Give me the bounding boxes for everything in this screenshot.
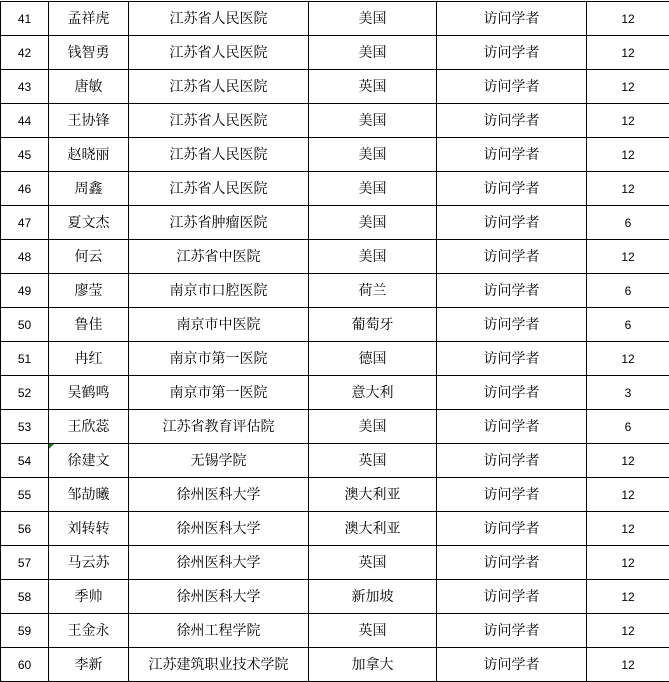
person-name: 唐敏 bbox=[49, 70, 129, 104]
table-row bbox=[1, 104, 669, 138]
person-name: 季帅 bbox=[49, 580, 129, 614]
table-row bbox=[1, 308, 669, 342]
person-name-cell bbox=[49, 444, 129, 478]
person-name: 王协锋 bbox=[49, 104, 129, 138]
visit-type: 访问学者 bbox=[437, 614, 587, 648]
country: 美国 bbox=[309, 36, 437, 70]
visit-type: 访问学者 bbox=[437, 36, 587, 70]
row-number: 52 bbox=[1, 376, 49, 410]
country: 英国 bbox=[309, 444, 437, 478]
organization: 徐州医科大学 bbox=[129, 478, 309, 512]
country: 意大利 bbox=[309, 376, 437, 410]
table-row bbox=[1, 512, 669, 546]
duration-months: 6 bbox=[587, 206, 669, 240]
row-number: 42 bbox=[1, 36, 49, 70]
organization: 江苏省人民医院 bbox=[129, 138, 309, 172]
visit-type: 访问学者 bbox=[437, 648, 587, 682]
duration-months: 12 bbox=[587, 172, 669, 206]
organization: 徐州医科大学 bbox=[129, 546, 309, 580]
organization: 江苏省人民医院 bbox=[129, 70, 309, 104]
person-name: 冉红 bbox=[49, 342, 129, 376]
country: 英国 bbox=[309, 546, 437, 580]
duration-months: 12 bbox=[587, 104, 669, 138]
row-number: 46 bbox=[1, 172, 49, 206]
person-name: 王欣蕊 bbox=[49, 410, 129, 444]
duration-months: 3 bbox=[587, 376, 669, 410]
row-number: 57 bbox=[1, 546, 49, 580]
duration-months: 12 bbox=[587, 444, 669, 478]
duration-months: 12 bbox=[587, 36, 669, 70]
duration-months: 6 bbox=[587, 410, 669, 444]
table-row bbox=[1, 206, 669, 240]
row-number: 43 bbox=[1, 70, 49, 104]
person-name: 钱智勇 bbox=[49, 36, 129, 70]
visit-type: 访问学者 bbox=[437, 274, 587, 308]
organization: 无锡学院 bbox=[129, 444, 309, 478]
row-number: 60 bbox=[1, 648, 49, 682]
person-name: 夏文杰 bbox=[49, 206, 129, 240]
country: 新加坡 bbox=[309, 580, 437, 614]
person-name: 邹劼曦 bbox=[49, 478, 129, 512]
visit-type: 访问学者 bbox=[437, 172, 587, 206]
organization: 徐州医科大学 bbox=[129, 580, 309, 614]
row-number: 59 bbox=[1, 614, 49, 648]
organization: 徐州医科大学 bbox=[129, 512, 309, 546]
country: 美国 bbox=[309, 172, 437, 206]
duration-months: 12 bbox=[587, 2, 669, 36]
person-name: 鲁佳 bbox=[49, 308, 129, 342]
organization: 江苏省肿瘤医院 bbox=[129, 206, 309, 240]
table-row bbox=[1, 376, 669, 410]
table-row bbox=[1, 478, 669, 512]
visit-type: 访问学者 bbox=[437, 2, 587, 36]
person-name: 周鑫 bbox=[49, 172, 129, 206]
visit-type: 访问学者 bbox=[437, 444, 587, 478]
row-number: 50 bbox=[1, 308, 49, 342]
table-row bbox=[1, 648, 669, 682]
organization: 江苏省人民医院 bbox=[129, 172, 309, 206]
person-name: 马云苏 bbox=[49, 546, 129, 580]
person-name: 徐建文 bbox=[67, 452, 110, 469]
organization: 南京市中医院 bbox=[129, 308, 309, 342]
person-name: 孟祥虎 bbox=[49, 2, 129, 36]
country: 美国 bbox=[309, 240, 437, 274]
visit-type: 访问学者 bbox=[437, 512, 587, 546]
duration-months: 6 bbox=[587, 274, 669, 308]
duration-months: 12 bbox=[587, 478, 669, 512]
row-number: 51 bbox=[1, 342, 49, 376]
person-name: 吴鹤鸣 bbox=[49, 376, 129, 410]
visit-type: 访问学者 bbox=[437, 342, 587, 376]
visit-type: 访问学者 bbox=[437, 240, 587, 274]
organization: 江苏省教育评估院 bbox=[129, 410, 309, 444]
organization: 江苏省人民医院 bbox=[129, 2, 309, 36]
cell-marker-icon bbox=[49, 444, 54, 449]
person-name: 廖莹 bbox=[49, 274, 129, 308]
table-row bbox=[1, 138, 669, 172]
table-body bbox=[1, 2, 669, 682]
row-number: 55 bbox=[1, 478, 49, 512]
organization: 南京市口腔医院 bbox=[129, 274, 309, 308]
country: 葡萄牙 bbox=[309, 308, 437, 342]
duration-months: 12 bbox=[587, 512, 669, 546]
organization: 江苏省人民医院 bbox=[129, 36, 309, 70]
duration-months: 12 bbox=[587, 546, 669, 580]
table-row bbox=[1, 342, 669, 376]
country: 英国 bbox=[309, 614, 437, 648]
organization: 江苏建筑职业技术学院 bbox=[129, 648, 309, 682]
country: 荷兰 bbox=[309, 274, 437, 308]
country: 美国 bbox=[309, 138, 437, 172]
visit-type: 访问学者 bbox=[437, 478, 587, 512]
row-number: 48 bbox=[1, 240, 49, 274]
table-row bbox=[1, 36, 669, 70]
person-name: 何云 bbox=[49, 240, 129, 274]
table-row bbox=[1, 444, 669, 478]
row-number: 49 bbox=[1, 274, 49, 308]
country: 澳大利亚 bbox=[309, 512, 437, 546]
visit-type: 访问学者 bbox=[437, 138, 587, 172]
scholar-table bbox=[0, 1, 669, 682]
duration-months: 12 bbox=[587, 614, 669, 648]
visit-type: 访问学者 bbox=[437, 308, 587, 342]
row-number: 56 bbox=[1, 512, 49, 546]
table-row bbox=[1, 172, 669, 206]
duration-months: 6 bbox=[587, 308, 669, 342]
table-row bbox=[1, 274, 669, 308]
country: 澳大利亚 bbox=[309, 478, 437, 512]
organization: 徐州工程学院 bbox=[129, 614, 309, 648]
row-number: 54 bbox=[1, 444, 49, 478]
visit-type: 访问学者 bbox=[437, 546, 587, 580]
country: 美国 bbox=[309, 410, 437, 444]
table-row bbox=[1, 410, 669, 444]
country: 美国 bbox=[309, 2, 437, 36]
row-number: 44 bbox=[1, 104, 49, 138]
duration-months: 12 bbox=[587, 580, 669, 614]
visit-type: 访问学者 bbox=[437, 376, 587, 410]
row-number: 47 bbox=[1, 206, 49, 240]
visit-type: 访问学者 bbox=[437, 104, 587, 138]
organization: 南京市第一医院 bbox=[129, 376, 309, 410]
visit-type: 访问学者 bbox=[437, 410, 587, 444]
table-row bbox=[1, 70, 669, 104]
person-name: 赵晓丽 bbox=[49, 138, 129, 172]
organization: 江苏省中医院 bbox=[129, 240, 309, 274]
person-name: 刘转转 bbox=[49, 512, 129, 546]
organization: 江苏省人民医院 bbox=[129, 104, 309, 138]
row-number: 41 bbox=[1, 2, 49, 36]
country: 美国 bbox=[309, 104, 437, 138]
duration-months: 12 bbox=[587, 138, 669, 172]
visit-type: 访问学者 bbox=[437, 580, 587, 614]
row-number: 58 bbox=[1, 580, 49, 614]
table-row bbox=[1, 240, 669, 274]
country: 加拿大 bbox=[309, 648, 437, 682]
row-number: 45 bbox=[1, 138, 49, 172]
row-number: 53 bbox=[1, 410, 49, 444]
duration-months: 12 bbox=[587, 342, 669, 376]
duration-months: 12 bbox=[587, 240, 669, 274]
person-name: 李新 bbox=[49, 648, 129, 682]
country: 英国 bbox=[309, 70, 437, 104]
duration-months: 12 bbox=[587, 648, 669, 682]
duration-months: 12 bbox=[587, 70, 669, 104]
visit-type: 访问学者 bbox=[437, 206, 587, 240]
table-row bbox=[1, 2, 669, 36]
country: 美国 bbox=[309, 206, 437, 240]
person-name: 王金永 bbox=[49, 614, 129, 648]
table-row bbox=[1, 580, 669, 614]
organization: 南京市第一医院 bbox=[129, 342, 309, 376]
table-row bbox=[1, 546, 669, 580]
country: 德国 bbox=[309, 342, 437, 376]
visit-type: 访问学者 bbox=[437, 70, 587, 104]
table-row bbox=[1, 614, 669, 648]
